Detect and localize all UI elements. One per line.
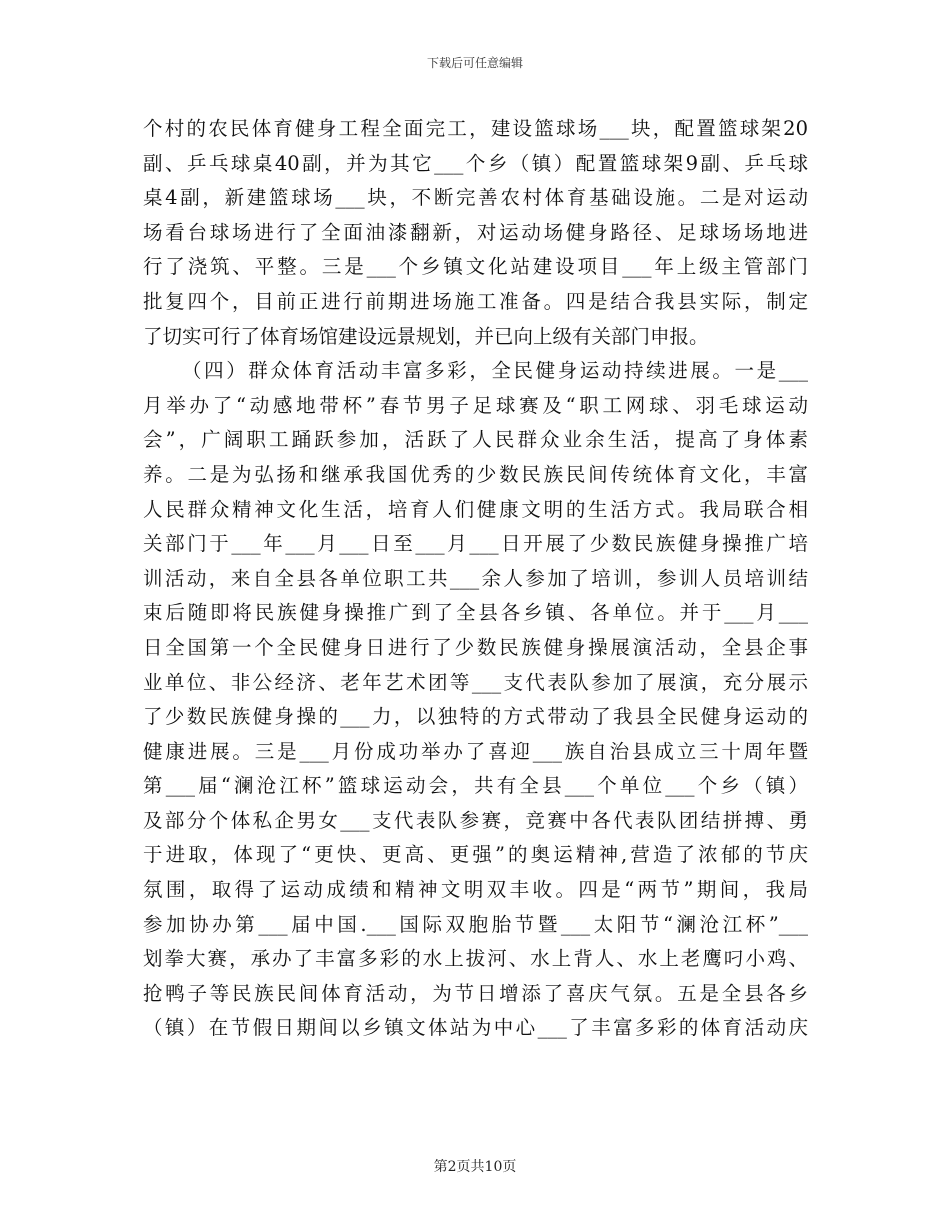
page-number-footer: 第2页共10页 [433,1159,517,1175]
text-line: 场看台球场进行了全面油漆翻新，对运动场健身路径、足球场场地进 [143,220,808,244]
text-line: 副、乒乓球桌40副，并为其它___个乡（镇）配置篮球架9副、乒乓球 [143,151,808,175]
text-line: 第___届“澜沧江杯”篮球运动会，共有全县___个单位___个乡（镇） [143,774,808,798]
text-line: 及部分个体私企男女___支代表队参赛，竞赛中各代表队团结拼搏、勇 [143,808,808,832]
text-line: 会”，广阔职工踊跃参加，活跃了人民群众业余生活，提高了身体素 [143,428,808,452]
text-line: 于进取，体现了“更快、更高、更强”的奥运精神,营造了浓郁的节庆 [143,843,808,867]
text-line: （镇）在节假日期间以乡镇文体站为中心___了丰富多彩的体育活动庆 [143,1016,808,1040]
text-line: 日全国第一个全民健身日进行了少数民族健身操展演活动，全县企事 [143,635,808,659]
text-line: 业单位、非公经济、老年艺术团等___支代表队参加了展演，充分展示 [143,670,808,694]
text-line: 人民群众精神文化生活，培育人们健康文明的生活方式。我局联合相 [143,497,808,521]
text-line: 月举办了“动感地带杯”春节男子足球赛及“职工网球、羽毛球运动 [143,393,808,417]
text-line: 批复四个，目前正进行前期进场施工准备。四是结合我县实际，制定 [143,289,808,313]
page-header-note: 下载后可任意编辑 [426,56,523,70]
text-line: 训活动，来自全县各单位职工共___余人参加了培训，参训人员培训结 [143,566,808,590]
text-line: 行了浇筑、平整。三是___个乡镇文化站建设项目___年上级主管部门 [143,255,808,279]
text-line: 束后随即将民族健身操推广到了全县各乡镇、各单位。并于___月___ [143,601,808,625]
text-line: 了少数民族健身操的___力，以独特的方式带动了我县全民健身运动的 [143,705,808,729]
body-text [143,112,808,1046]
text-line: 参加协办第___届中国.___国际双胞胎节暨___太阳节“澜沧江杯”___ [143,912,808,936]
text-line: 划拳大赛，承办了丰富多彩的水上拔河、水上背人、水上老鹰叼小鸡、 [143,947,808,971]
text-line: 个村的农民体育健身工程全面完工，建设篮球场___块，配置篮球架20 [143,117,808,140]
text-line: 健康进展。三是___月份成功举办了喜迎___族自治县成立三十周年暨 [143,739,808,763]
text-line: 关部门于___年___月___日至___月___日开展了少数民族健身操推广培 [143,532,808,556]
text-line: 桌4副，新建篮球场___块，不断完善农村体育基础设施。二是对运动 [143,186,808,210]
text-line: 抢鸭子等民族民间体育活动，为节日增添了喜庆气氛。五是全县各乡 [143,981,808,1005]
paragraph-heading-line: （四）群众体育活动丰富多彩，全民健身运动持续进展。一是___ [182,359,808,383]
text-line: 养。二是为弘扬和继承我国优秀的少数民族民间传统体育文化，丰富 [143,462,808,486]
text-line: 了切实可行了体育场馆建设远景规划，并已向上级有关部门申报。 [143,324,709,348]
text-line: 氛围，取得了运动成绩和精神文明双丰收。四是“两节”期间，我局 [143,878,808,902]
